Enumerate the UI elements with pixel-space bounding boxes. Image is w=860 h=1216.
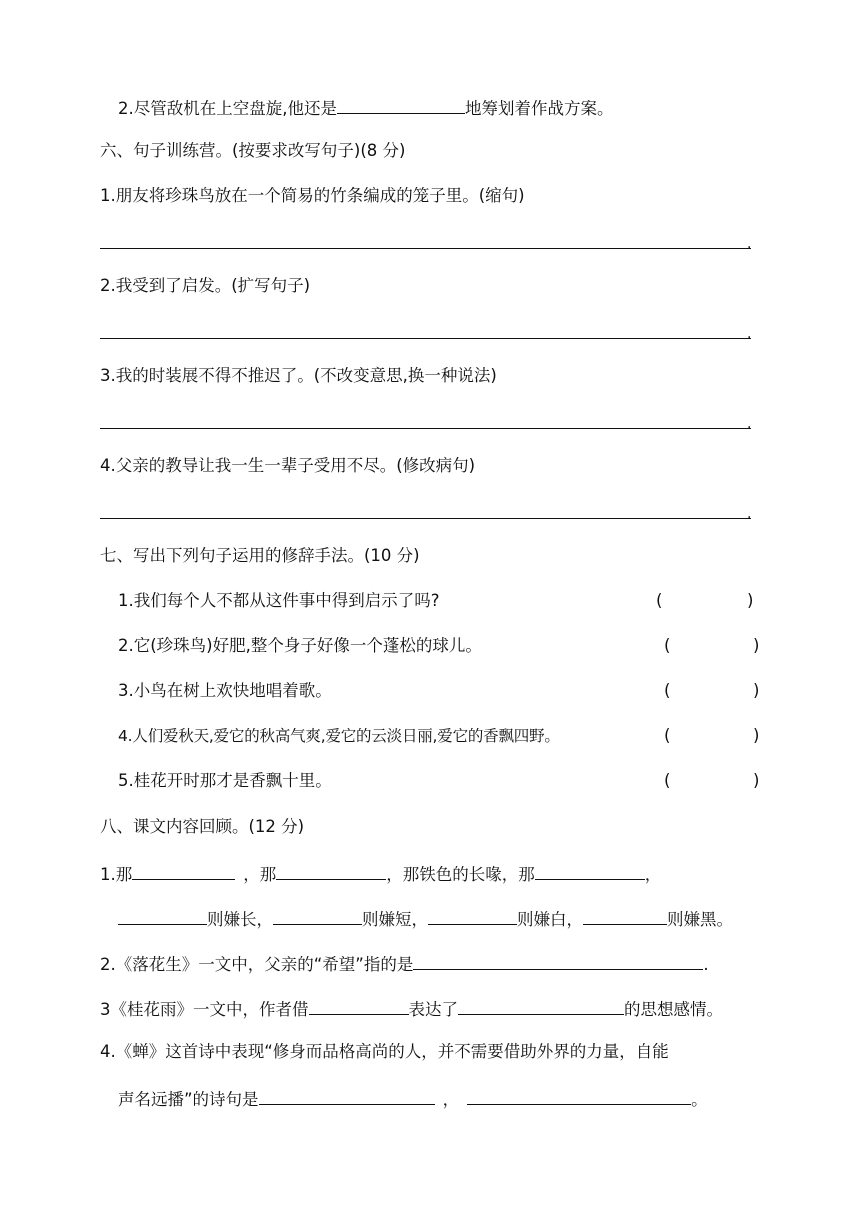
end-mark: .: [747, 506, 752, 522]
question-8-4-line-2: [118, 1086, 708, 1111]
answer-blank[interactable]: [259, 1086, 435, 1105]
close-paren: ): [753, 636, 760, 655]
rhetoric-item-2: 2.它(珍珠鸟)好肥,整个身子好像一个蓬松的球儿。: [118, 636, 482, 655]
q8-3-text: 的思想感情。: [624, 1000, 723, 1019]
section-7-title: 七、写出下列句子运用的修辞手法。(10 分): [100, 546, 420, 565]
question-8-4-line-1: 4.《蝉》这首诗中表现“修身而品格高尚的人，并不需要借助外界的力量，自能: [100, 1042, 669, 1061]
q8-1-text: 1.那: [100, 865, 133, 884]
q8-4-text: 声名远播”的诗句是: [118, 1090, 259, 1109]
answer-blank[interactable]: [118, 906, 207, 925]
open-paren: (: [664, 726, 671, 745]
rhetoric-item-3: 3.小鸟在树上欢快地唱着歌。: [118, 681, 332, 700]
end-mark: .: [747, 416, 752, 432]
answer-line-6-2[interactable]: [100, 338, 751, 339]
rhetoric-item-5: 5.桂花开时那才是香飘十里。: [118, 771, 332, 790]
answer-line-6-4[interactable]: [100, 518, 751, 519]
answer-line-6-1[interactable]: [100, 248, 751, 249]
section-8-title: 八、课文内容回顾。(12 分): [100, 817, 305, 836]
answer-blank[interactable]: [535, 861, 645, 880]
question-8-3: [100, 996, 723, 1021]
q8-1-text: 则嫌长，: [207, 910, 273, 929]
answer-blank[interactable]: [458, 996, 624, 1015]
close-paren: ): [747, 591, 754, 610]
q8-1-text: 则嫌黑。: [667, 910, 733, 929]
close-paren: ): [753, 771, 760, 790]
question-8-1-line-2: [118, 906, 733, 931]
open-paren: (: [656, 591, 663, 610]
q8-3-text: 3《桂花雨》一文中，作者借: [100, 1000, 309, 1019]
question-6-4: 4.父亲的教导让我一生一辈子受用不尽。(修改病句): [100, 456, 476, 475]
rhetoric-item-1: 1.我们每个人不都从这件事中得到启示了吗?: [118, 591, 440, 610]
end-mark: .: [703, 955, 709, 974]
answer-blank[interactable]: [428, 906, 517, 925]
question-6-1: 1.朋友将珍珠鸟放在一个简易的竹条编成的笼子里。(缩句): [100, 186, 525, 205]
question-5-2-text: 2.尽管敌机在上空盘旋,他还是: [118, 99, 337, 118]
answer-blank[interactable]: [337, 95, 465, 114]
question-8-1-line-1: [100, 861, 661, 886]
question-6-3: 3.我的时装展不得不推迟了。(不改变意思,换一种说法): [100, 366, 497, 385]
q8-1-text: ，那: [243, 865, 277, 884]
close-paren: ): [753, 726, 760, 745]
q8-4-text: 。: [691, 1090, 708, 1109]
answer-blank[interactable]: [273, 906, 362, 925]
q8-4-text: ，: [442, 1090, 460, 1109]
q8-1-text: 则嫌短，: [362, 910, 428, 929]
question-6-2: 2.我受到了启发。(扩写句子): [100, 276, 311, 295]
q8-1-text: ，那铁色的长喙，那: [386, 865, 535, 884]
question-5-2-text-end: 地筹划着作战方案。: [465, 99, 614, 118]
q8-2-text: 2.《落花生》一文中，父亲的“希望”指的是: [100, 955, 414, 974]
question-8-2: [100, 951, 709, 976]
answer-blank[interactable]: [132, 861, 235, 880]
rhetoric-item-4: 4.人们爱秋天,爱它的秋高气爽,爱它的云淡日丽,爱它的香飘四野。: [118, 727, 560, 745]
answer-blank[interactable]: [309, 996, 409, 1015]
end-mark: .: [747, 326, 752, 342]
q8-3-text: 表达了: [408, 1000, 458, 1019]
answer-blank[interactable]: [583, 906, 667, 925]
answer-blank[interactable]: [413, 951, 703, 970]
section-6-title: 六、句子训练营。(按要求改写句子)(8 分): [100, 141, 406, 160]
answer-line-6-3[interactable]: [100, 428, 751, 429]
open-paren: (: [664, 636, 671, 655]
q8-1-text: 则嫌白，: [517, 910, 583, 929]
end-mark: .: [747, 236, 752, 252]
answer-blank[interactable]: [276, 861, 386, 880]
close-paren: ): [753, 681, 760, 700]
question-5-2: [118, 95, 614, 120]
open-paren: (: [664, 771, 671, 790]
open-paren: (: [664, 681, 671, 700]
answer-blank[interactable]: [467, 1086, 691, 1105]
q8-1-text: ，: [644, 865, 662, 884]
